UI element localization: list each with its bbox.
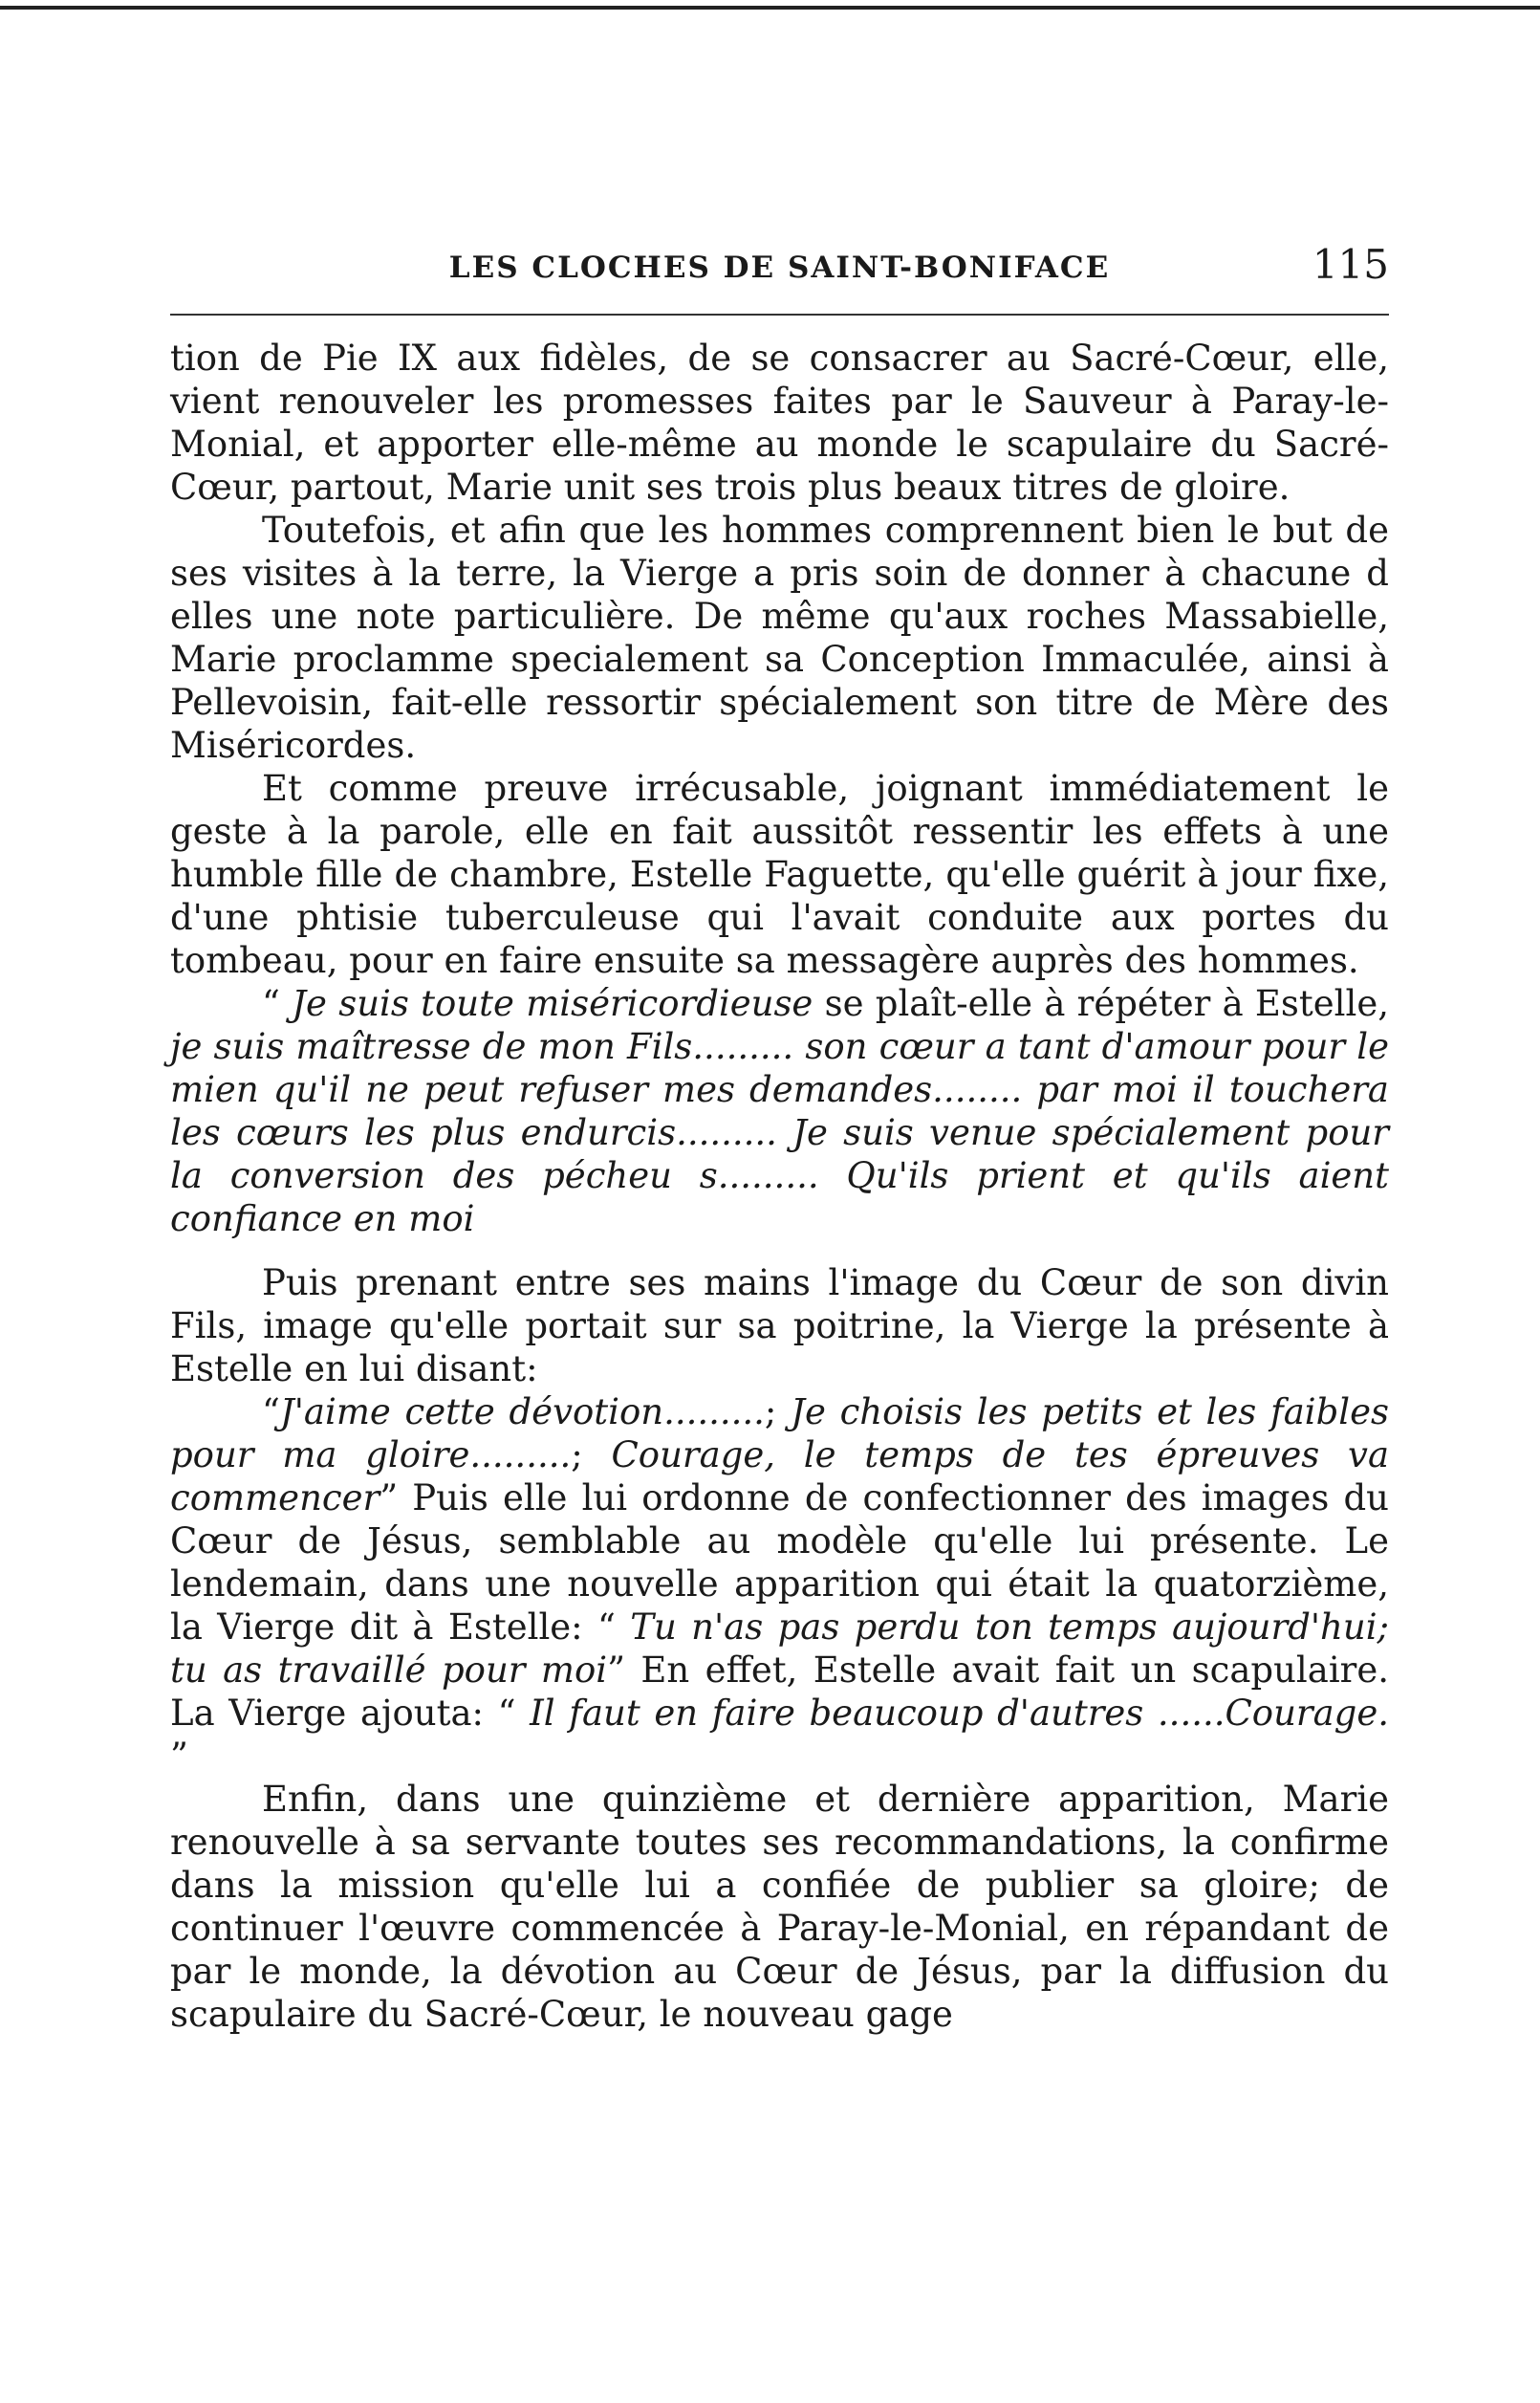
top-edge-rule [0, 6, 1540, 10]
paragraph-gap [170, 1240, 1389, 1261]
page-number: 115 [1312, 241, 1389, 288]
separator: ; [571, 1434, 612, 1475]
paragraph-quote-estelle [170, 982, 1389, 1240]
body-text [170, 337, 1389, 2036]
narration-text: ” Puis elle lui ordonne de confectionner des images du Cœur de Jésus, semblable au modèle qu'elle lui présente. Le lendemain, dans une nouvelle apparition qui était la quatorzième, la Vierge dit à Estelle: “ [170, 1477, 1389, 1648]
quote-text: Tu n'as pas perdu ton temps aujourd'hui; tu as travaillé pour moi [170, 1606, 1390, 1691]
page-header [170, 241, 1389, 291]
open-quote: “ [262, 1391, 280, 1432]
paragraph-puis-prenant: Puis prenant entre ses mains l'image du Cœur de son divin Fils, image qu'elle portait sur sa poitrine, la Vierge la présente à Estelle en lui disant: [170, 1262, 1389, 1389]
narration-text: se plaît-elle à répéter à Estelle, [813, 983, 1390, 1024]
narration-text: ” En effet, Estelle avait fait un scapulaire. La Vierge ajouta: “ [170, 1649, 1390, 1734]
open-quote: “ [262, 983, 293, 1024]
quote-text: Courage, le temps de tes épreuves va commencer [170, 1434, 1389, 1518]
running-title: LES CLOCHES DE SAINT-BONIFACE [448, 251, 1111, 285]
quote-text: Il faut en faire beaucoup d'autres ......Courage. [530, 1693, 1389, 1734]
quote-text: Je suis toute miséricordieuse [292, 983, 813, 1024]
paragraph-toutefois: Toutefois, et afin que les hommes comprennent bien le but de ses visites à la terre, la Vierge a pris soin de donner à chacune d elles une note particulière. De même qu'aux roches Massabielle, Marie proclamme specialement sa Conception Immaculée, ainsi à Pellevoisin, fait-elle ressortir spécialement son titre de Mère des Miséricordes. [170, 510, 1389, 766]
paragraph-enfin: Enfin, dans une quinzième et dernière apparition, Marie renouvelle à sa servante toutes ses recommandations, la confirme dans la mission qu'elle lui a confiée de publier sa gloire; de continuer l'œuvre commencée à Paray-le-Monial, en répandant de par le monde, la dévotion au Cœur de Jésus, par la diffusion du scapulaire du Sacré-Cœur, le nouveau gage [170, 1779, 1389, 2035]
quote-text: Je choisis les petits et les faibles pour ma gloire......... [170, 1391, 1389, 1475]
quote-text: je suis maîtresse de mon Fils......... son cœur a tant d'amour pour le mien qu'il ne peut refuser mes demandes........ par moi il touchera les cœurs les plus endurcis......... Je suis venue spécialement pour la conversion des pécheu s......... Qu'ils prient et qu'ils aient confiance en moi [170, 1026, 1389, 1239]
paragraph-continuation: tion de Pie IX aux fidèles, de se consacrer au Sacré-Cœur, elle, vient renouveler les promesses faites par le Sauveur à Paray-le-Monial, et apporter elle-même au monde le scapulaire du Sacré-Cœur, partout, Marie unit ses trois plus beaux titres de gloire. [170, 338, 1389, 508]
header-rule [170, 314, 1389, 316]
quote-text: J'aime cette dévotion......... [279, 1391, 765, 1432]
paragraph-et-comme: Et comme preuve irrécusable, joignant immédiatement le geste à la parole, elle en fait aussitôt ressentir les effets à une humble fille de chambre, Estelle Faguette, qu'elle guérit à jour fixe, d'une phtisie tuberculeuse qui l'avait conduite aux portes du tombeau, pour en faire ensuite sa messagère auprès des hommes. [170, 768, 1389, 981]
paragraph-devotion [170, 1390, 1389, 1778]
separator: ; [764, 1391, 792, 1432]
close-quote: ” [170, 1736, 188, 1777]
